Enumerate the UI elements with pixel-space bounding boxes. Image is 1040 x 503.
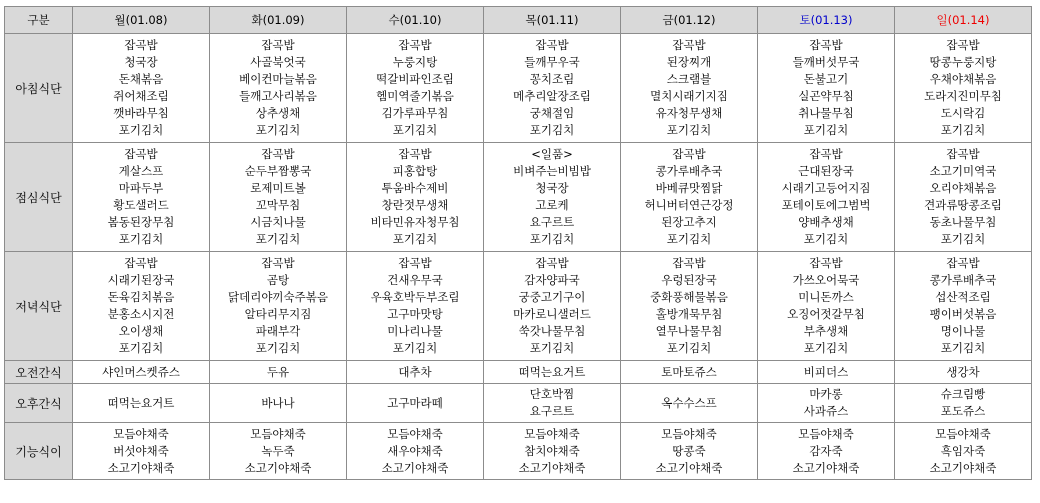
menu-item: 소고기야채죽 — [518, 460, 586, 475]
menu-item: 로제미트볼 — [250, 181, 306, 195]
menu-cell — [621, 423, 758, 480]
menu-item: 들깨버섯무국 — [792, 55, 860, 69]
menu-item: 동초나물무침 — [929, 215, 997, 229]
menu-cell — [621, 34, 758, 143]
menu-item: 포기김치 — [118, 232, 164, 246]
menu-item: 요구르트 — [529, 215, 575, 229]
menu-item: 포기김치 — [940, 123, 986, 137]
menu-item: 누룽지탕 — [392, 55, 438, 69]
menu-item: 생강차 — [946, 364, 980, 379]
menu-cell — [73, 34, 210, 143]
menu-item: 토마토쥬스 — [661, 364, 717, 379]
menu-cell — [347, 384, 484, 423]
menu-cell — [210, 34, 347, 143]
menu-cell — [484, 384, 621, 423]
meal-row — [5, 252, 1032, 361]
menu-item: 잡곡밥 — [809, 38, 843, 52]
menu-item: 비피더스 — [803, 364, 849, 379]
menu-item: 새우야채죽 — [387, 443, 443, 458]
meal-row — [5, 143, 1032, 252]
menu-item: 잡곡밥 — [535, 256, 569, 270]
menu-item: 유자청무생채 — [655, 106, 723, 120]
menu-cell — [210, 423, 347, 480]
menu-item: 샤인머스켓쥬스 — [102, 364, 180, 379]
menu-item: 쑥갓나물무침 — [518, 324, 586, 338]
menu-item: 메추리알장조림 — [513, 89, 591, 103]
menu-item: 들깨고사리볶음 — [239, 89, 317, 103]
menu-item: 가쓰오어묵국 — [792, 273, 860, 287]
menu-item: 중화풍해물볶음 — [650, 290, 728, 304]
menu-item: 잡곡밥 — [124, 38, 158, 52]
menu-item: 소고기야채죽 — [792, 460, 860, 475]
menu-cell — [73, 143, 210, 252]
menu-item: 멸치시래기지짐 — [650, 89, 728, 103]
menu-item: 파래부각 — [255, 324, 301, 338]
menu-item: 잡곡밥 — [672, 147, 706, 161]
menu-cell — [347, 361, 484, 384]
menu-item: 팽이버섯볶음 — [929, 307, 997, 321]
menu-item: 쥐어채조림 — [113, 89, 169, 103]
menu-cell — [484, 252, 621, 361]
menu-item: 버섯야채죽 — [113, 443, 169, 458]
menu-cell — [347, 252, 484, 361]
day-header: 목(01.11) — [484, 7, 621, 34]
menu-cell — [895, 252, 1032, 361]
menu-item: 모듬야채죽 — [798, 426, 854, 441]
menu-item: 포테이토에그범벅 — [781, 198, 871, 212]
menu-item: 녹두죽 — [261, 443, 295, 458]
menu-cell — [758, 252, 895, 361]
menu-item: 도시락김 — [940, 106, 986, 120]
meal-plan-table — [4, 6, 1032, 480]
menu-cell — [210, 361, 347, 384]
day-header: 월(01.08) — [73, 7, 210, 34]
menu-cell — [895, 143, 1032, 252]
menu-item: 우렁된장국 — [661, 273, 717, 287]
meal-row — [5, 34, 1032, 143]
menu-item: 포도쥬스 — [940, 404, 986, 418]
menu-item: 허니버터연근강정 — [644, 198, 734, 212]
menu-cell — [210, 252, 347, 361]
menu-cell — [347, 423, 484, 480]
menu-cell — [895, 423, 1032, 480]
menu-item: 미니돈까스 — [798, 290, 854, 304]
menu-item: 고로케 — [535, 198, 569, 212]
menu-item: 닭데리야끼숙주볶음 — [228, 290, 328, 304]
menu-item: 궁채절임 — [529, 106, 575, 120]
menu-item: 슈크림빵 — [940, 387, 986, 401]
menu-item: 잡곡밥 — [261, 256, 295, 270]
menu-cell — [758, 423, 895, 480]
menu-item: 소고기야채죽 — [107, 460, 175, 475]
menu-item: 모듬야채죽 — [661, 426, 717, 441]
menu-item: 부추생채 — [803, 324, 849, 338]
menu-item: 잡곡밥 — [398, 38, 432, 52]
menu-item: 사과쥬스 — [803, 404, 849, 418]
menu-item: 김가루파무침 — [381, 106, 449, 120]
menu-item: 참치야채죽 — [524, 443, 580, 458]
meal-row — [5, 361, 1032, 384]
menu-item: 소고기미역국 — [929, 164, 997, 178]
menu-cell — [73, 423, 210, 480]
menu-cell — [621, 384, 758, 423]
menu-item: 투움바수제비 — [381, 181, 449, 195]
menu-item: 스크램블 — [666, 72, 712, 86]
menu-cell — [621, 143, 758, 252]
menu-cell — [347, 143, 484, 252]
menu-item: 땅콩누룽지탕 — [929, 55, 997, 69]
menu-item: 포기김치 — [529, 232, 575, 246]
row-label: 아침식단 — [5, 34, 73, 143]
menu-item: 실곤약무침 — [798, 89, 854, 103]
menu-item: 소고기야채죽 — [381, 460, 449, 475]
menu-item: 열무나물무침 — [655, 324, 723, 338]
menu-item: 돈채볶음 — [118, 72, 164, 86]
menu-item: 비타민유자청무침 — [370, 215, 460, 229]
menu-item: 알타리무지짐 — [244, 307, 312, 321]
menu-item: 포기김치 — [118, 341, 164, 355]
menu-item: 모듬야채죽 — [113, 426, 169, 441]
menu-item: 근대된장국 — [798, 164, 854, 178]
menu-item: 된장찌개 — [666, 55, 712, 69]
menu-item: 오리야채볶음 — [929, 181, 997, 195]
menu-item: 포기김치 — [255, 123, 301, 137]
menu-item: 포기김치 — [803, 123, 849, 137]
menu-item: 순두부짬뽕국 — [244, 164, 312, 178]
menu-cell — [210, 143, 347, 252]
menu-item: 사골북엇국 — [250, 55, 306, 69]
menu-item: 잡곡밥 — [261, 147, 295, 161]
menu-item: 포기김치 — [666, 341, 712, 355]
menu-item: 포기김치 — [666, 232, 712, 246]
menu-cell — [758, 384, 895, 423]
menu-item: 잡곡밥 — [398, 147, 432, 161]
menu-item: 옥수수스프 — [661, 395, 717, 410]
menu-item: 미나리나물 — [387, 324, 443, 338]
menu-item: 흑임자죽 — [940, 443, 986, 458]
menu-item: 포기김치 — [529, 123, 575, 137]
menu-item: 돈불고기 — [803, 72, 849, 86]
menu-item: 소고기야채죽 — [244, 460, 312, 475]
menu-item: 잡곡밥 — [946, 256, 980, 270]
menu-item: 창란젓무생채 — [381, 198, 449, 212]
day-header: 금(01.12) — [621, 7, 758, 34]
menu-item: 포기김치 — [392, 232, 438, 246]
menu-item: 감자죽 — [809, 443, 843, 458]
menu-item: 포기김치 — [529, 341, 575, 355]
menu-item: 바베큐맛찜닭 — [655, 181, 723, 195]
menu-item: 포기김치 — [392, 123, 438, 137]
menu-item: 건새우무국 — [387, 273, 443, 287]
menu-item: 떡갈비파인조림 — [376, 72, 454, 86]
menu-item: 도라지진미무침 — [924, 89, 1002, 103]
menu-item: 모듬야채죽 — [250, 426, 306, 441]
menu-item: 곰탕 — [266, 273, 290, 287]
menu-cell — [73, 361, 210, 384]
menu-item: 마카롱 — [809, 387, 843, 401]
menu-item: 떠먹는요거트 — [518, 364, 586, 379]
menu-item: 우육호박두부조림 — [370, 290, 460, 304]
menu-item: 봄동된장무침 — [107, 215, 175, 229]
menu-item: <일품> — [531, 147, 573, 161]
menu-item: 잡곡밥 — [398, 256, 432, 270]
menu-item: 시금치나물 — [250, 215, 306, 229]
day-header: 일(01.14) — [895, 7, 1032, 34]
menu-item: 콩가루배추국 — [929, 273, 997, 287]
menu-item: 포기김치 — [392, 341, 438, 355]
menu-item: 고구마라떼 — [387, 395, 443, 410]
menu-item: 섭산적조림 — [935, 290, 991, 304]
menu-cell — [73, 384, 210, 423]
menu-item: 포기김치 — [803, 341, 849, 355]
header-corner: 구분 — [5, 7, 73, 34]
menu-cell — [621, 361, 758, 384]
menu-item: 포기김치 — [255, 232, 301, 246]
menu-cell — [484, 361, 621, 384]
day-header: 토(01.13) — [758, 7, 895, 34]
menu-item: 포기김치 — [940, 232, 986, 246]
menu-item: 황도샐러드 — [113, 198, 169, 212]
menu-item: 시래기된장국 — [107, 273, 175, 287]
menu-item: 포기김치 — [118, 123, 164, 137]
menu-item: 견과류땅콩조림 — [924, 198, 1002, 212]
menu-item: 홀방개묵무침 — [655, 307, 723, 321]
meal-row — [5, 384, 1032, 423]
menu-item: 게살스프 — [118, 164, 164, 178]
menu-item: 오징어젓갈무침 — [787, 307, 865, 321]
menu-item: 소고기야채죽 — [929, 460, 997, 475]
menu-item: 단호박찜 — [529, 387, 575, 401]
menu-item: 포기김치 — [255, 341, 301, 355]
row-label: 기능식이 — [5, 423, 73, 480]
menu-item: 잡곡밥 — [809, 147, 843, 161]
menu-item: 바나나 — [261, 395, 295, 410]
menu-item: 꽁치조림 — [529, 72, 575, 86]
menu-item: 소고기야채죽 — [655, 460, 723, 475]
menu-cell — [758, 34, 895, 143]
menu-item: 비벼주는비빔밥 — [513, 164, 591, 178]
menu-item: 모듬야채죽 — [524, 426, 580, 441]
menu-item: 들깨무우국 — [524, 55, 580, 69]
menu-cell — [895, 384, 1032, 423]
menu-cell — [484, 143, 621, 252]
menu-cell — [758, 361, 895, 384]
menu-item: 분홍소시지전 — [107, 307, 175, 321]
menu-item: 시래기고등어지짐 — [781, 181, 871, 195]
menu-item: 잡곡밥 — [124, 256, 158, 270]
menu-cell — [347, 34, 484, 143]
menu-cell — [758, 143, 895, 252]
menu-item: 헴미역줄기볶음 — [376, 89, 454, 103]
menu-item: 깻바라무침 — [113, 106, 169, 120]
menu-item: 꼬막무침 — [255, 198, 301, 212]
menu-cell — [210, 384, 347, 423]
header-row — [5, 7, 1032, 34]
menu-item: 대추차 — [398, 364, 432, 379]
menu-item: 청국장 — [535, 181, 569, 195]
menu-cell — [73, 252, 210, 361]
menu-item: 잡곡밥 — [946, 147, 980, 161]
menu-item: 돈육김치볶음 — [107, 290, 175, 304]
menu-cell — [484, 34, 621, 143]
menu-item: 잡곡밥 — [672, 256, 706, 270]
menu-item: 마파두부 — [118, 181, 164, 195]
menu-item: 궁중고기구이 — [518, 290, 586, 304]
menu-item: 상추생채 — [255, 106, 301, 120]
menu-cell — [621, 252, 758, 361]
menu-item: 오이생채 — [118, 324, 164, 338]
menu-body — [5, 34, 1032, 480]
menu-item: 요구르트 — [529, 404, 575, 418]
menu-item: 포기김치 — [666, 123, 712, 137]
meal-row — [5, 423, 1032, 480]
menu-item: 콩가루배추국 — [655, 164, 723, 178]
menu-item: 두유 — [266, 364, 290, 379]
day-header: 화(01.09) — [210, 7, 347, 34]
menu-item: 땅콩죽 — [672, 443, 706, 458]
menu-cell — [895, 34, 1032, 143]
menu-item: 잡곡밥 — [672, 38, 706, 52]
menu-cell — [484, 423, 621, 480]
row-label: 오전간식 — [5, 361, 73, 384]
menu-cell — [895, 361, 1032, 384]
menu-item: 마카로니샐러드 — [513, 307, 591, 321]
menu-item: 잡곡밥 — [261, 38, 295, 52]
menu-item: 떠먹는요거트 — [107, 395, 175, 410]
menu-item: 포기김치 — [803, 232, 849, 246]
menu-item: 모듬야채죽 — [387, 426, 443, 441]
menu-item: 베이컨마늘볶음 — [239, 72, 317, 86]
menu-item: 우채야채볶음 — [929, 72, 997, 86]
menu-item: 잡곡밥 — [124, 147, 158, 161]
menu-item: 양배추생채 — [798, 215, 854, 229]
menu-item: 고구마맛탕 — [387, 307, 443, 321]
row-label: 점심식단 — [5, 143, 73, 252]
menu-item: 잡곡밥 — [809, 256, 843, 270]
menu-item: 취나물무침 — [798, 106, 854, 120]
menu-item: 감자양파국 — [524, 273, 580, 287]
day-header: 수(01.10) — [347, 7, 484, 34]
menu-item: 모듬야채죽 — [935, 426, 991, 441]
menu-item: 포기김치 — [940, 341, 986, 355]
row-label: 오후간식 — [5, 384, 73, 423]
menu-item: 청국장 — [124, 55, 158, 69]
menu-item: 피홍합탕 — [392, 164, 438, 178]
menu-item: 된장고추지 — [661, 215, 717, 229]
menu-item: 명이나물 — [940, 324, 986, 338]
menu-item: 잡곡밥 — [946, 38, 980, 52]
menu-item: 잡곡밥 — [535, 38, 569, 52]
row-label: 저녁식단 — [5, 252, 73, 361]
